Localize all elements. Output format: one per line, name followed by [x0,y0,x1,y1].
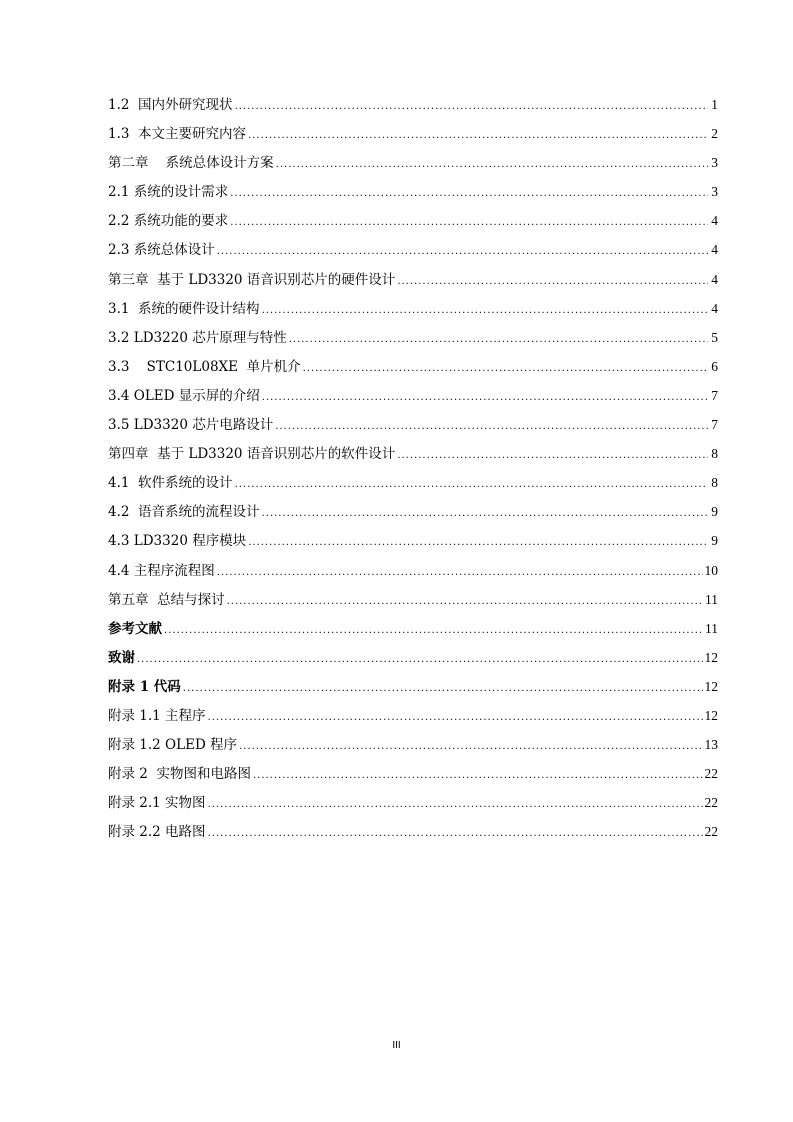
toc-dot-leader [397,441,708,470]
toc-entry[interactable] [108,294,718,323]
toc-entry[interactable] [108,206,718,235]
toc-entry-page: 12 [704,678,718,694]
toc-entry[interactable] [108,352,718,381]
toc-entry-title: 第三章 基于 LD3320 语音识别芯片的硬件设计 [108,271,396,288]
toc-entry-title: 3.5 LD3320 芯片电路设计 [108,417,274,434]
table-of-contents [108,90,718,846]
toc-entry[interactable] [108,701,718,730]
toc-entry-page: 4 [711,242,718,258]
toc-entry[interactable] [108,381,718,410]
toc-entry-page: 4 [711,213,718,229]
toc-entry-page: 22 [704,766,718,782]
toc-entry-title: 4.3 LD3320 程序模块 [108,533,247,550]
toc-entry-page: 12 [704,649,718,665]
toc-entry-page: 7 [711,417,718,433]
toc-entry-page: 1 [711,97,718,112]
toc-entry-page: 9 [711,533,718,549]
toc-entry-title: 3.3 STC10L08XE 单片机介 [108,358,301,375]
toc-entry-title: 第二章 系统总体设计方案 [108,155,274,172]
toc-dot-leader [208,790,703,819]
toc-entry[interactable] [108,614,718,643]
toc-dot-leader [289,325,708,354]
toc-dot-leader [183,674,703,703]
page-number-footer: III [392,1040,401,1051]
toc-entry[interactable] [108,235,718,264]
toc-entry-page: 13 [704,737,718,753]
toc-entry-title: 附录 1.1 主程序 [108,707,206,724]
toc-dot-leader [253,761,703,790]
toc-entry[interactable] [108,672,718,701]
toc-entry[interactable] [108,410,718,439]
toc-entry-page: 4 [711,271,718,287]
toc-entry-page: 5 [711,329,718,345]
toc-entry-title: 附录 1.2 OLED 程序 [108,737,238,754]
toc-entry-page: 3 [711,184,718,200]
toc-entry[interactable] [108,119,718,148]
toc-entry-title: 1.2 国内外研究现状 [108,97,233,113]
toc-entry-title: 3.4 OLED 显示屏的介绍 [108,387,260,404]
toc-entry-title: 附录 2 实物图和电路图 [108,766,251,783]
toc-entry[interactable] [108,497,718,526]
toc-entry[interactable] [108,788,718,817]
toc-entry-page: 11 [705,620,718,636]
toc-entry-page: 6 [711,358,718,374]
toc-entry[interactable] [108,468,718,497]
toc-entry[interactable] [108,730,718,759]
toc-dot-leader [262,499,708,528]
toc-entry[interactable] [108,817,718,846]
toc-entry-title: 参考文献 [108,620,162,637]
toc-dot-leader [276,150,708,179]
toc-entry-title: 第四章 基于 LD3320 语音识别芯片的软件设计 [108,446,396,463]
toc-entry-page: 9 [711,504,718,520]
toc-dot-leader [262,383,708,412]
toc-entry-page: 4 [711,300,718,316]
toc-entry[interactable] [108,643,718,672]
toc-dot-leader [227,587,703,616]
toc-dot-leader [235,92,708,121]
toc-dot-leader [262,296,708,325]
toc-dot-leader [164,616,703,645]
toc-entry-page: 3 [711,155,718,171]
toc-dot-leader [275,412,708,441]
toc-dot-leader [230,179,708,208]
toc-entry-title: 2.3 系统总体设计 [108,242,215,259]
toc-entry-title: 致谢 [108,649,135,666]
toc-dot-leader [248,528,708,557]
toc-entry[interactable] [108,556,718,585]
toc-entry-page: 2 [711,126,718,142]
toc-dot-leader [230,208,708,237]
toc-entry-title: 3.2 LD3220 芯片原理与特性 [108,329,287,346]
toc-dot-leader [397,267,708,296]
toc-entry-title: 附录 1 代码 [108,678,181,695]
toc-entry[interactable] [108,759,718,788]
toc-entry-title: 4.4 主程序流程图 [108,562,215,579]
toc-entry-page: 8 [711,475,718,491]
toc-entry-title: 1.3 本文主要研究内容 [108,126,247,143]
toc-dot-leader [137,645,703,674]
toc-entry[interactable] [108,439,718,468]
toc-entry-title: 附录 2.2 电路图 [108,824,206,841]
toc-entry-title: 4.1 软件系统的设计 [108,475,233,492]
toc-entry-page: 8 [711,446,718,462]
toc-entry-page: 22 [704,795,718,811]
toc-entry-title: 3.1 系统的硬件设计结构 [108,300,260,317]
toc-entry-title: 4.2 语音系统的流程设计 [108,504,260,521]
toc-entry[interactable] [108,323,718,352]
toc-entry[interactable] [108,585,718,614]
toc-entry-page: 12 [704,707,718,723]
toc-dot-leader [303,354,708,383]
toc-dot-leader [217,237,708,266]
toc-entry[interactable] [108,265,718,294]
toc-dot-leader [235,470,708,499]
toc-entry[interactable] [108,177,718,206]
toc-entry-title: 附录 2.1 实物图 [108,795,206,812]
toc-dot-leader [208,703,703,732]
toc-dot-leader [248,121,708,150]
toc-dot-leader [208,819,703,848]
toc-entry[interactable] [108,148,718,177]
toc-entry-page: 10 [704,562,718,578]
toc-entry-page: 22 [704,824,718,840]
toc-entry-title: 2.1 系统的设计需求 [108,184,229,201]
toc-entry-title: 2.2 系统功能的要求 [108,213,229,230]
toc-dot-leader [239,732,702,761]
toc-entry[interactable] [108,526,718,555]
toc-entry-page: 11 [705,591,718,607]
toc-dot-leader [217,558,703,587]
toc-entry[interactable] [108,90,718,119]
toc-entry-page: 7 [711,387,718,403]
toc-entry-title: 第五章 总结与探讨 [108,591,225,608]
